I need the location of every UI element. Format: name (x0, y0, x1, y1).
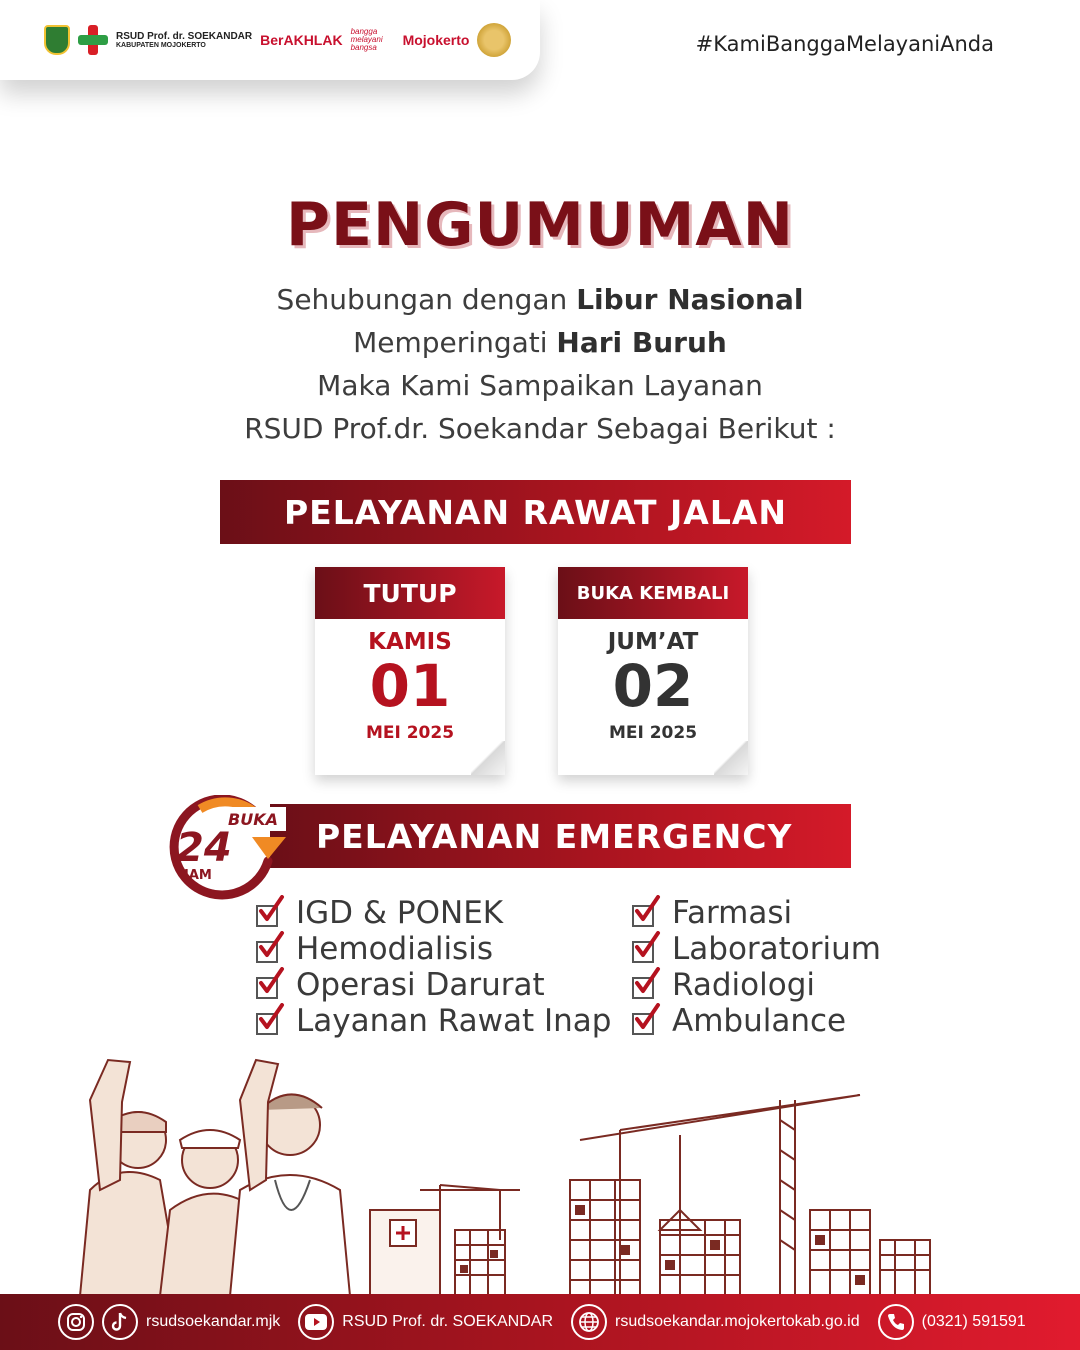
intro-line-3: Maka Kami Sampaikan Layanan (317, 369, 763, 402)
globe-icon[interactable] (571, 1304, 607, 1340)
badge-jam: JAM (184, 868, 212, 883)
service-label: Farmasi (672, 895, 793, 931)
intro-line-4: RSUD Prof.dr. Soekandar Sebagai Berikut : (244, 412, 836, 445)
rsud-logo-text (116, 32, 252, 49)
intro-line-2-bold: Hari Buruh (556, 326, 727, 359)
card-tutup-date: 01 (369, 652, 451, 720)
intro-line-1-bold: Libur Nasional (576, 283, 804, 316)
logo-strip (0, 0, 540, 80)
intro-line-1-prefix: Sehubungan dengan (276, 283, 577, 316)
card-buka-month: MEI 2025 (608, 723, 698, 743)
page-title: PENGUMUMAN (286, 190, 794, 260)
emergency-list-left (256, 895, 611, 1039)
bangga-melayani-logo: bangga melayani bangsa (350, 27, 383, 52)
mojokerto-logo: Mojokerto (402, 32, 470, 48)
card-buka-label: BUKA KEMBALI (558, 567, 748, 619)
card-tutup-day: KAMIS (368, 629, 452, 655)
workers-construction-illustration (60, 1040, 960, 1296)
rsud-logo-line2: KABUPATEN MOJOKERTO (116, 41, 206, 49)
intro-line-1 (0, 278, 1080, 321)
rawat-jalan-banner: PELAYANAN RAWAT JALAN (220, 480, 851, 544)
intro-line-2-prefix: Memperingati (353, 326, 557, 359)
social-handle-link[interactable]: rsudsoekandar.mjk (146, 1313, 281, 1330)
checkbox-checked-icon (256, 935, 284, 963)
phone-icon[interactable] (878, 1304, 914, 1340)
emergency-banner: PELAYANAN EMERGENCY (270, 804, 851, 868)
service-label: Ambulance (672, 1003, 847, 1039)
youtube-link[interactable]: RSUD Prof. dr. SOEKANDAR (342, 1313, 554, 1330)
service-label: Operasi Darurat (296, 967, 545, 1003)
list-item (256, 1003, 611, 1039)
card-buka-day: JUM’AT (607, 629, 699, 655)
youtube-icon[interactable] (298, 1304, 334, 1340)
checkbox-checked-icon (632, 971, 660, 999)
list-item (632, 931, 881, 967)
checkbox-checked-icon (256, 1007, 284, 1035)
berakhlak-logo: BerAKHLAK (260, 32, 343, 48)
list-item (632, 1003, 881, 1039)
list-item (256, 895, 611, 931)
tiktok-icon[interactable] (102, 1304, 138, 1340)
accreditation-seal-icon (477, 23, 511, 57)
card-tutup-label: TUTUP (315, 567, 505, 619)
badge-buka: BUKA (228, 810, 278, 829)
footer-bar (0, 1294, 1080, 1350)
rsud-logo-line1: RSUD Prof. dr. SOEKANDAR (116, 30, 253, 42)
checkbox-checked-icon (256, 971, 284, 999)
checkbox-checked-icon (632, 899, 660, 927)
service-label: Hemodialisis (296, 931, 493, 967)
card-tutup-month: MEI 2025 (365, 723, 455, 743)
intro-line-2 (0, 321, 1080, 364)
service-label: IGD & PONEK (296, 895, 504, 931)
calendar-card-buka (558, 567, 748, 775)
card-buka-date: 02 (612, 652, 694, 720)
mojokerto-emblem-icon (44, 25, 70, 55)
calendar-card-tutup (315, 567, 505, 775)
checkbox-checked-icon (632, 935, 660, 963)
checkbox-checked-icon (632, 1007, 660, 1035)
list-item (256, 967, 611, 1003)
service-label: Layanan Rawat Inap (296, 1003, 612, 1039)
hospital-cross-icon (78, 25, 108, 55)
intro-text (0, 278, 1080, 450)
phone-number[interactable]: (0321) 591591 (921, 1313, 1026, 1330)
24-jam-badge-icon (160, 795, 290, 907)
badge-number: 24 (176, 825, 232, 871)
list-item (256, 931, 611, 967)
service-label: Radiologi (672, 967, 815, 1003)
website-link[interactable]: rsudsoekandar.mojokertokab.go.id (615, 1313, 860, 1330)
checkbox-checked-icon (256, 899, 284, 927)
service-label: Laboratorium (672, 931, 881, 967)
hashtag: #KamiBanggaMelayaniAnda (695, 32, 994, 56)
emergency-list-right (632, 895, 881, 1039)
list-item (632, 967, 881, 1003)
instagram-icon[interactable] (58, 1304, 94, 1340)
list-item (632, 895, 881, 931)
